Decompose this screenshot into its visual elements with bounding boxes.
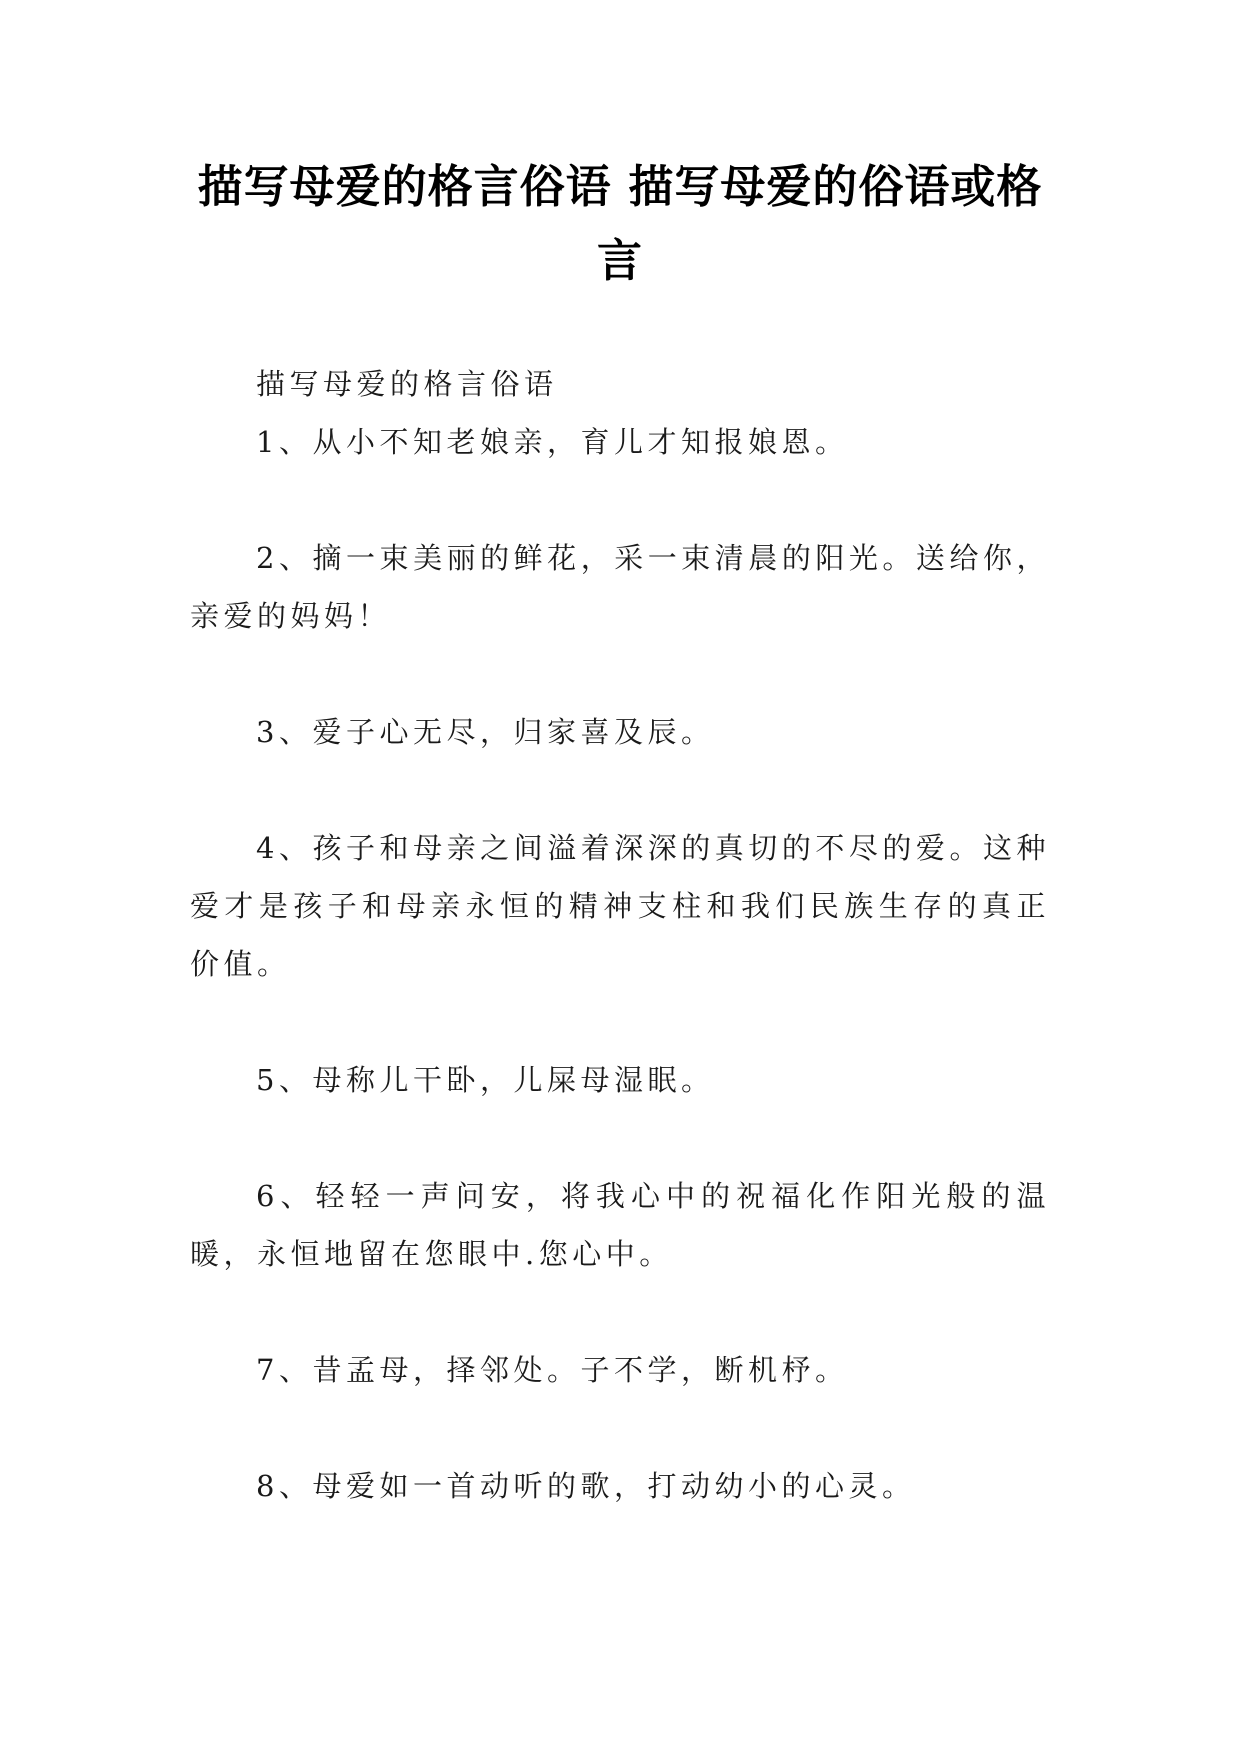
section-heading: 描写母爱的格言俗语	[256, 367, 558, 401]
list-item: 1、从小不知老娘亲，育儿才知报娘恩。	[256, 425, 849, 459]
paragraph-gap	[190, 761, 1050, 819]
list-item: 7、昔孟母，择邻处。子不学，断机杼。	[256, 1353, 849, 1387]
paragraph-gap	[190, 471, 1050, 529]
list-item: 4、孩子和母亲之间溢着深深的真切的不尽的爱。这种爱才是孩子和母亲永恒的精神支柱和我们民族生存的真正价值。	[190, 831, 1050, 981]
list-item: 8、母爱如一首动听的歌，打动幼小的心灵。	[256, 1469, 916, 1503]
document-body	[190, 355, 1050, 1515]
list-item: 3、爱子心无尽，归家喜及辰。	[256, 715, 715, 749]
paragraph-gap	[190, 1283, 1050, 1341]
list-item: 5、母称儿干卧，儿屎母湿眠。	[256, 1063, 715, 1097]
document-title: 描写母爱的格言俗语 描写母爱的俗语或格言	[197, 160, 1043, 287]
paragraph-gap	[190, 1399, 1050, 1457]
paragraph-gap	[190, 993, 1050, 1051]
paragraph-gap	[190, 1109, 1050, 1167]
list-item: 2、摘一束美丽的鲜花，采一束清晨的阳光。送给你，亲爱的妈妈！	[190, 541, 1050, 633]
list-item: 6、轻轻一声问安，将我心中的祝福化作阳光般的温暖，永恒地留在您眼中.您心中。	[190, 1179, 1050, 1271]
paragraph-gap	[190, 645, 1050, 703]
